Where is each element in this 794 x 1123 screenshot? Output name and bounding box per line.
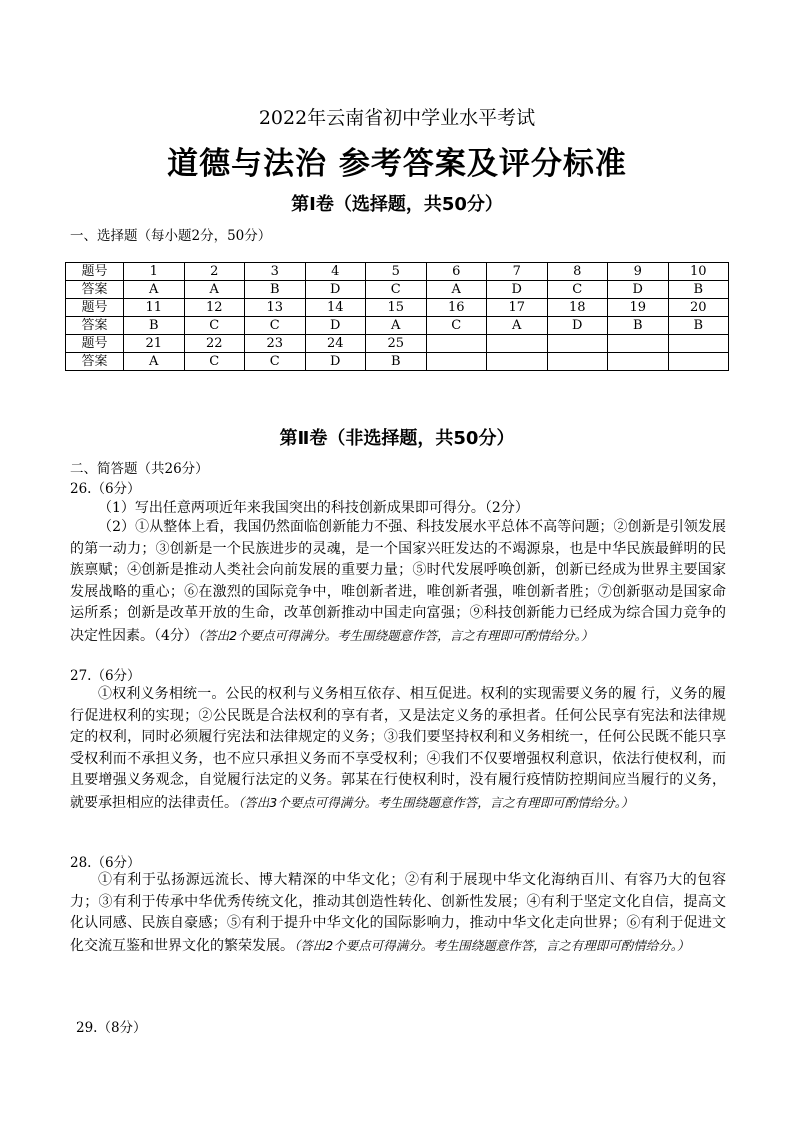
answer-cell: C <box>366 281 427 299</box>
q26-note: （答出2个要点可得满分。考生围绕题意作答，言之有理即可酌情给分。） <box>197 627 594 643</box>
question-number-cell: 5 <box>366 263 427 281</box>
q26-part2 <box>70 517 726 648</box>
answer-cell: A <box>487 317 548 335</box>
question-number-row <box>66 263 729 281</box>
question-number-cell <box>487 335 548 353</box>
row-label-answer: 答案 <box>66 317 124 335</box>
question-number-cell: 6 <box>426 263 487 281</box>
answer-cell: A <box>124 353 185 371</box>
q27-label: 27.（6分） <box>70 668 141 684</box>
answer-cell <box>668 353 729 371</box>
question-number-row <box>66 299 729 317</box>
q26-label: 26.（6分） <box>70 481 141 497</box>
answer-cell: B <box>668 317 729 335</box>
answer-cell: C <box>426 317 487 335</box>
question-number-cell: 13 <box>245 299 306 317</box>
question-number-cell: 24 <box>305 335 366 353</box>
answer-cell: D <box>305 317 366 335</box>
question-number-cell <box>547 335 608 353</box>
answer-cell: B <box>608 317 669 335</box>
question-number-cell: 11 <box>124 299 185 317</box>
q26-part2-text: （2）①从整体上看，我国仍然面临创新能力不强、科技发展水平总体不高等问题；②创新是引领发展的第一动力；③创新是一个民族进步的灵魂，是一个国家兴旺发达的不竭源泉，也是中华民族最鲜明的民族禀赋；④创新是推动人类社会向前发展的重要力量；⑤时代发展呼唤创新，创新已经成为世界主要国家发展战略的重心；⑥在激烈的国际竞争中，唯创新者进，唯创新者强，唯创新者胜；⑦创新驱动是国家命运所系；创新是改革开放的生命，改革创新推动中国走向富强；⑨科技创新能力已经成为综合国力竞争的决定性因素。（4分） <box>70 519 726 644</box>
answer-cell <box>487 353 548 371</box>
question-number-cell: 9 <box>608 263 669 281</box>
answer-cell: B <box>668 281 729 299</box>
answer-cell: C <box>547 281 608 299</box>
question-number-cell: 12 <box>184 299 245 317</box>
question-number-cell <box>668 335 729 353</box>
answer-cell: D <box>305 281 366 299</box>
q27-text: ①权利义务相统一。公民的权利与义务相互依存、相互促进。权利的实现需要义务的履 行，义务的履行促进权利的实现；②公民既是合法权利的享有者，又是法定义务的承担者。任何公民享有宪法和法律规定的权利，同时必须履行宪法和法律规定的义务；③我们要坚持权利和义务相统一，任何公民既不能只享受权利而不承担义务，也不应只承担义务而不享受权利；④我们不仅要增强权利意识，依法行使权利，而且要增强义务观念，自觉履行法定的义务。郭某在行使权利时，没有履行疫情防控期间应当履行的义务，就要承担相应的法律责任。 <box>70 686 726 811</box>
question-number-cell: 3 <box>245 263 306 281</box>
question-number-cell: 25 <box>366 335 427 353</box>
volume2-title: 第Ⅱ卷（非选择题，共50分） <box>279 428 515 449</box>
q27-note: （答出3个要点可得满分。考生围绕题意作答，言之有理即可酌情给分。） <box>238 794 634 810</box>
q27-body <box>70 684 726 815</box>
question-number-cell: 20 <box>668 299 729 317</box>
row-label-question: 题号 <box>66 335 124 353</box>
answer-cell: C <box>245 353 306 371</box>
answer-cell: D <box>608 281 669 299</box>
answer-cell: D <box>305 353 366 371</box>
question-number-cell <box>426 335 487 353</box>
question-number-cell: 16 <box>426 299 487 317</box>
exam-title: 2022年云南省初中学业水平考试 <box>258 107 536 129</box>
answer-cell: D <box>487 281 548 299</box>
question-number-cell: 23 <box>245 335 306 353</box>
question-number-cell: 19 <box>608 299 669 317</box>
question-number-row <box>66 335 729 353</box>
question-number-cell: 4 <box>305 263 366 281</box>
row-label-answer: 答案 <box>66 353 124 371</box>
answer-cell: C <box>184 353 245 371</box>
q28-text: ①有利于弘扬源远流长、博大精深的中华文化；②有利于展现中华文化海纳百川、有容乃大的包容力；③有利于传承中华优秀传统文化，推动其创造性转化、创新性发展；④有利于坚定文化自信，提高文化认同感、民族自豪感；⑤有利于提升中华文化的国际影响力，推动中华文化走向世界；⑥有利于促进文化交流互鉴和世界文化的繁荣发展。 <box>70 872 726 954</box>
question-number-cell: 21 <box>124 335 185 353</box>
answer-cell: A <box>124 281 185 299</box>
answer-cell: A <box>426 281 487 299</box>
q28-body <box>70 870 726 957</box>
question-number-cell: 8 <box>547 263 608 281</box>
answer-cell <box>547 353 608 371</box>
q28-label: 28.（6分） <box>70 855 141 871</box>
answer-table <box>65 262 729 371</box>
answer-row <box>66 317 729 335</box>
question-number-cell: 1 <box>124 263 185 281</box>
answer-cell: C <box>184 317 245 335</box>
answer-row <box>66 281 729 299</box>
answer-cell: D <box>547 317 608 335</box>
q29-label: 29.（8分） <box>76 1020 147 1036</box>
section1-title: 一、选择题（每小题2分，50分） <box>70 228 272 244</box>
question-number-cell: 17 <box>487 299 548 317</box>
question-number-cell: 22 <box>184 335 245 353</box>
row-label-question: 题号 <box>66 263 124 281</box>
q28-note: （答出2个要点可得满分。考生围绕题意作答，言之有理即可酌情给分。） <box>294 937 690 953</box>
q26-part1: （1）写出任意两项近年来我国突出的科技创新成果即可得分。（2分） <box>98 500 529 516</box>
section2-title: 二、简答题（共26分） <box>70 461 209 477</box>
question-number-cell: 15 <box>366 299 427 317</box>
answer-cell: B <box>366 353 427 371</box>
row-label-question: 题号 <box>66 299 124 317</box>
answer-cell: B <box>124 317 185 335</box>
question-number-cell: 2 <box>184 263 245 281</box>
question-number-cell <box>608 335 669 353</box>
volume1-title: 第Ⅰ卷（选择题，共50分） <box>291 194 503 215</box>
question-number-cell: 7 <box>487 263 548 281</box>
answer-cell: A <box>184 281 245 299</box>
answer-cell <box>608 353 669 371</box>
answer-cell: C <box>245 317 306 335</box>
page-title: 道德与法治 参考答案及评分标准 <box>167 146 627 182</box>
row-label-answer: 答案 <box>66 281 124 299</box>
question-number-cell: 18 <box>547 299 608 317</box>
answer-cell: A <box>366 317 427 335</box>
answer-cell <box>426 353 487 371</box>
answer-cell: B <box>245 281 306 299</box>
question-number-cell: 10 <box>668 263 729 281</box>
answer-row <box>66 353 729 371</box>
question-number-cell: 14 <box>305 299 366 317</box>
